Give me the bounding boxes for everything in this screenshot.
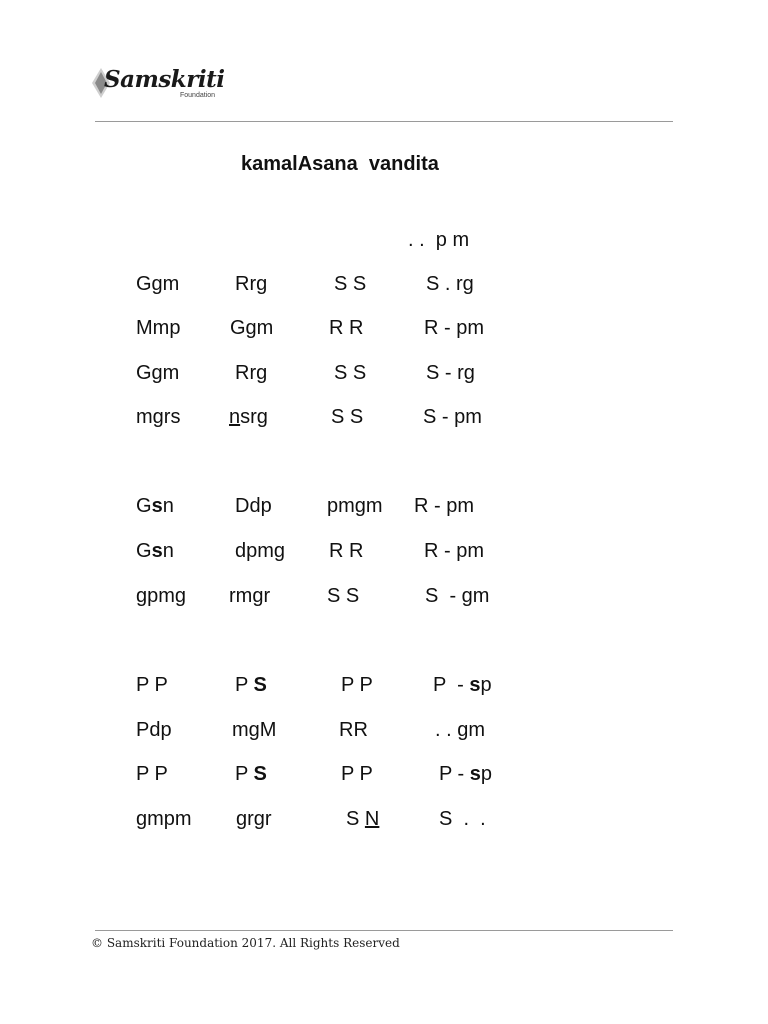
notation-cell: R R <box>329 540 364 562</box>
notation-cell: rmgr <box>229 585 271 607</box>
notation-cell: Rrg <box>235 362 268 384</box>
bold-note: s <box>151 495 163 517</box>
underlined-note: N <box>364 808 380 830</box>
notation-cell: gmpm <box>136 808 192 830</box>
notation-cell: nsrg <box>229 406 268 428</box>
header-divider <box>95 121 673 122</box>
notation-cell: P - sp <box>433 674 492 696</box>
notation-cell: R - pm <box>424 540 484 562</box>
notation-cell: P - sp <box>439 763 493 785</box>
intro-notation: . . p m <box>408 229 470 251</box>
bold-note: S <box>253 763 267 785</box>
notation-cell: Gsn <box>136 495 174 517</box>
notation-cell: S - rg <box>426 362 475 384</box>
notation-cell: grgr <box>236 808 272 830</box>
notation-cell: Mmp <box>136 317 181 339</box>
notation-cell: RR <box>339 719 368 741</box>
bold-note: s <box>151 540 163 562</box>
notation-cell: S S <box>334 362 367 384</box>
notation-cell: P S <box>235 763 267 785</box>
notation-cell: mgrs <box>136 406 181 428</box>
notation-cell: S - pm <box>423 406 482 428</box>
notation-cell: Ddp <box>235 495 272 517</box>
notation-cell: Ggm <box>230 317 274 339</box>
copyright-footer: © Samskriti Foundation 2017. All Rights Reserved <box>91 936 400 950</box>
notation-cell: R - pm <box>414 495 474 517</box>
notation-cell: S N <box>346 808 380 830</box>
notation-cell: S S <box>334 273 367 295</box>
notation-cell: Pdp <box>136 719 172 741</box>
notation-cell: Gsn <box>136 540 174 562</box>
logo-subtitle: Foundation <box>180 92 216 99</box>
notation-cell: Ggm <box>136 273 180 295</box>
notation-cell: P S <box>235 674 267 696</box>
notation-cell: S - gm <box>425 585 490 607</box>
bold-note: s <box>469 674 481 696</box>
page-title: kamalAsana vandita <box>241 153 439 175</box>
notation-cell: S S <box>327 585 360 607</box>
notation-cell: R R <box>329 317 364 339</box>
notation-cell: S . rg <box>426 273 474 295</box>
notation-cell: Ggm <box>136 362 180 384</box>
notation-cell: Rrg <box>235 273 268 295</box>
notation-cell: S S <box>331 406 364 428</box>
notation-cell: P P <box>341 674 373 696</box>
bold-note: s <box>469 763 481 785</box>
underlined-note: n <box>229 406 241 428</box>
notation-cell: P P <box>341 763 373 785</box>
notation-cell: P P <box>136 763 168 785</box>
notation-cell: dpmg <box>235 540 286 562</box>
notation-cell: pmgm <box>327 495 383 517</box>
notation-cell: mgM <box>232 719 277 741</box>
notation-cell: P P <box>136 674 168 696</box>
footer-divider <box>95 930 673 931</box>
notation-cell: S . . <box>439 808 486 830</box>
logo-wordmark: Samskriti <box>104 66 225 93</box>
notation-cell: . . gm <box>435 719 486 741</box>
bold-note: S <box>253 674 267 696</box>
notation-cell: gpmg <box>136 585 187 607</box>
samskriti-logo <box>92 64 225 104</box>
notation-cell: R - pm <box>424 317 484 339</box>
